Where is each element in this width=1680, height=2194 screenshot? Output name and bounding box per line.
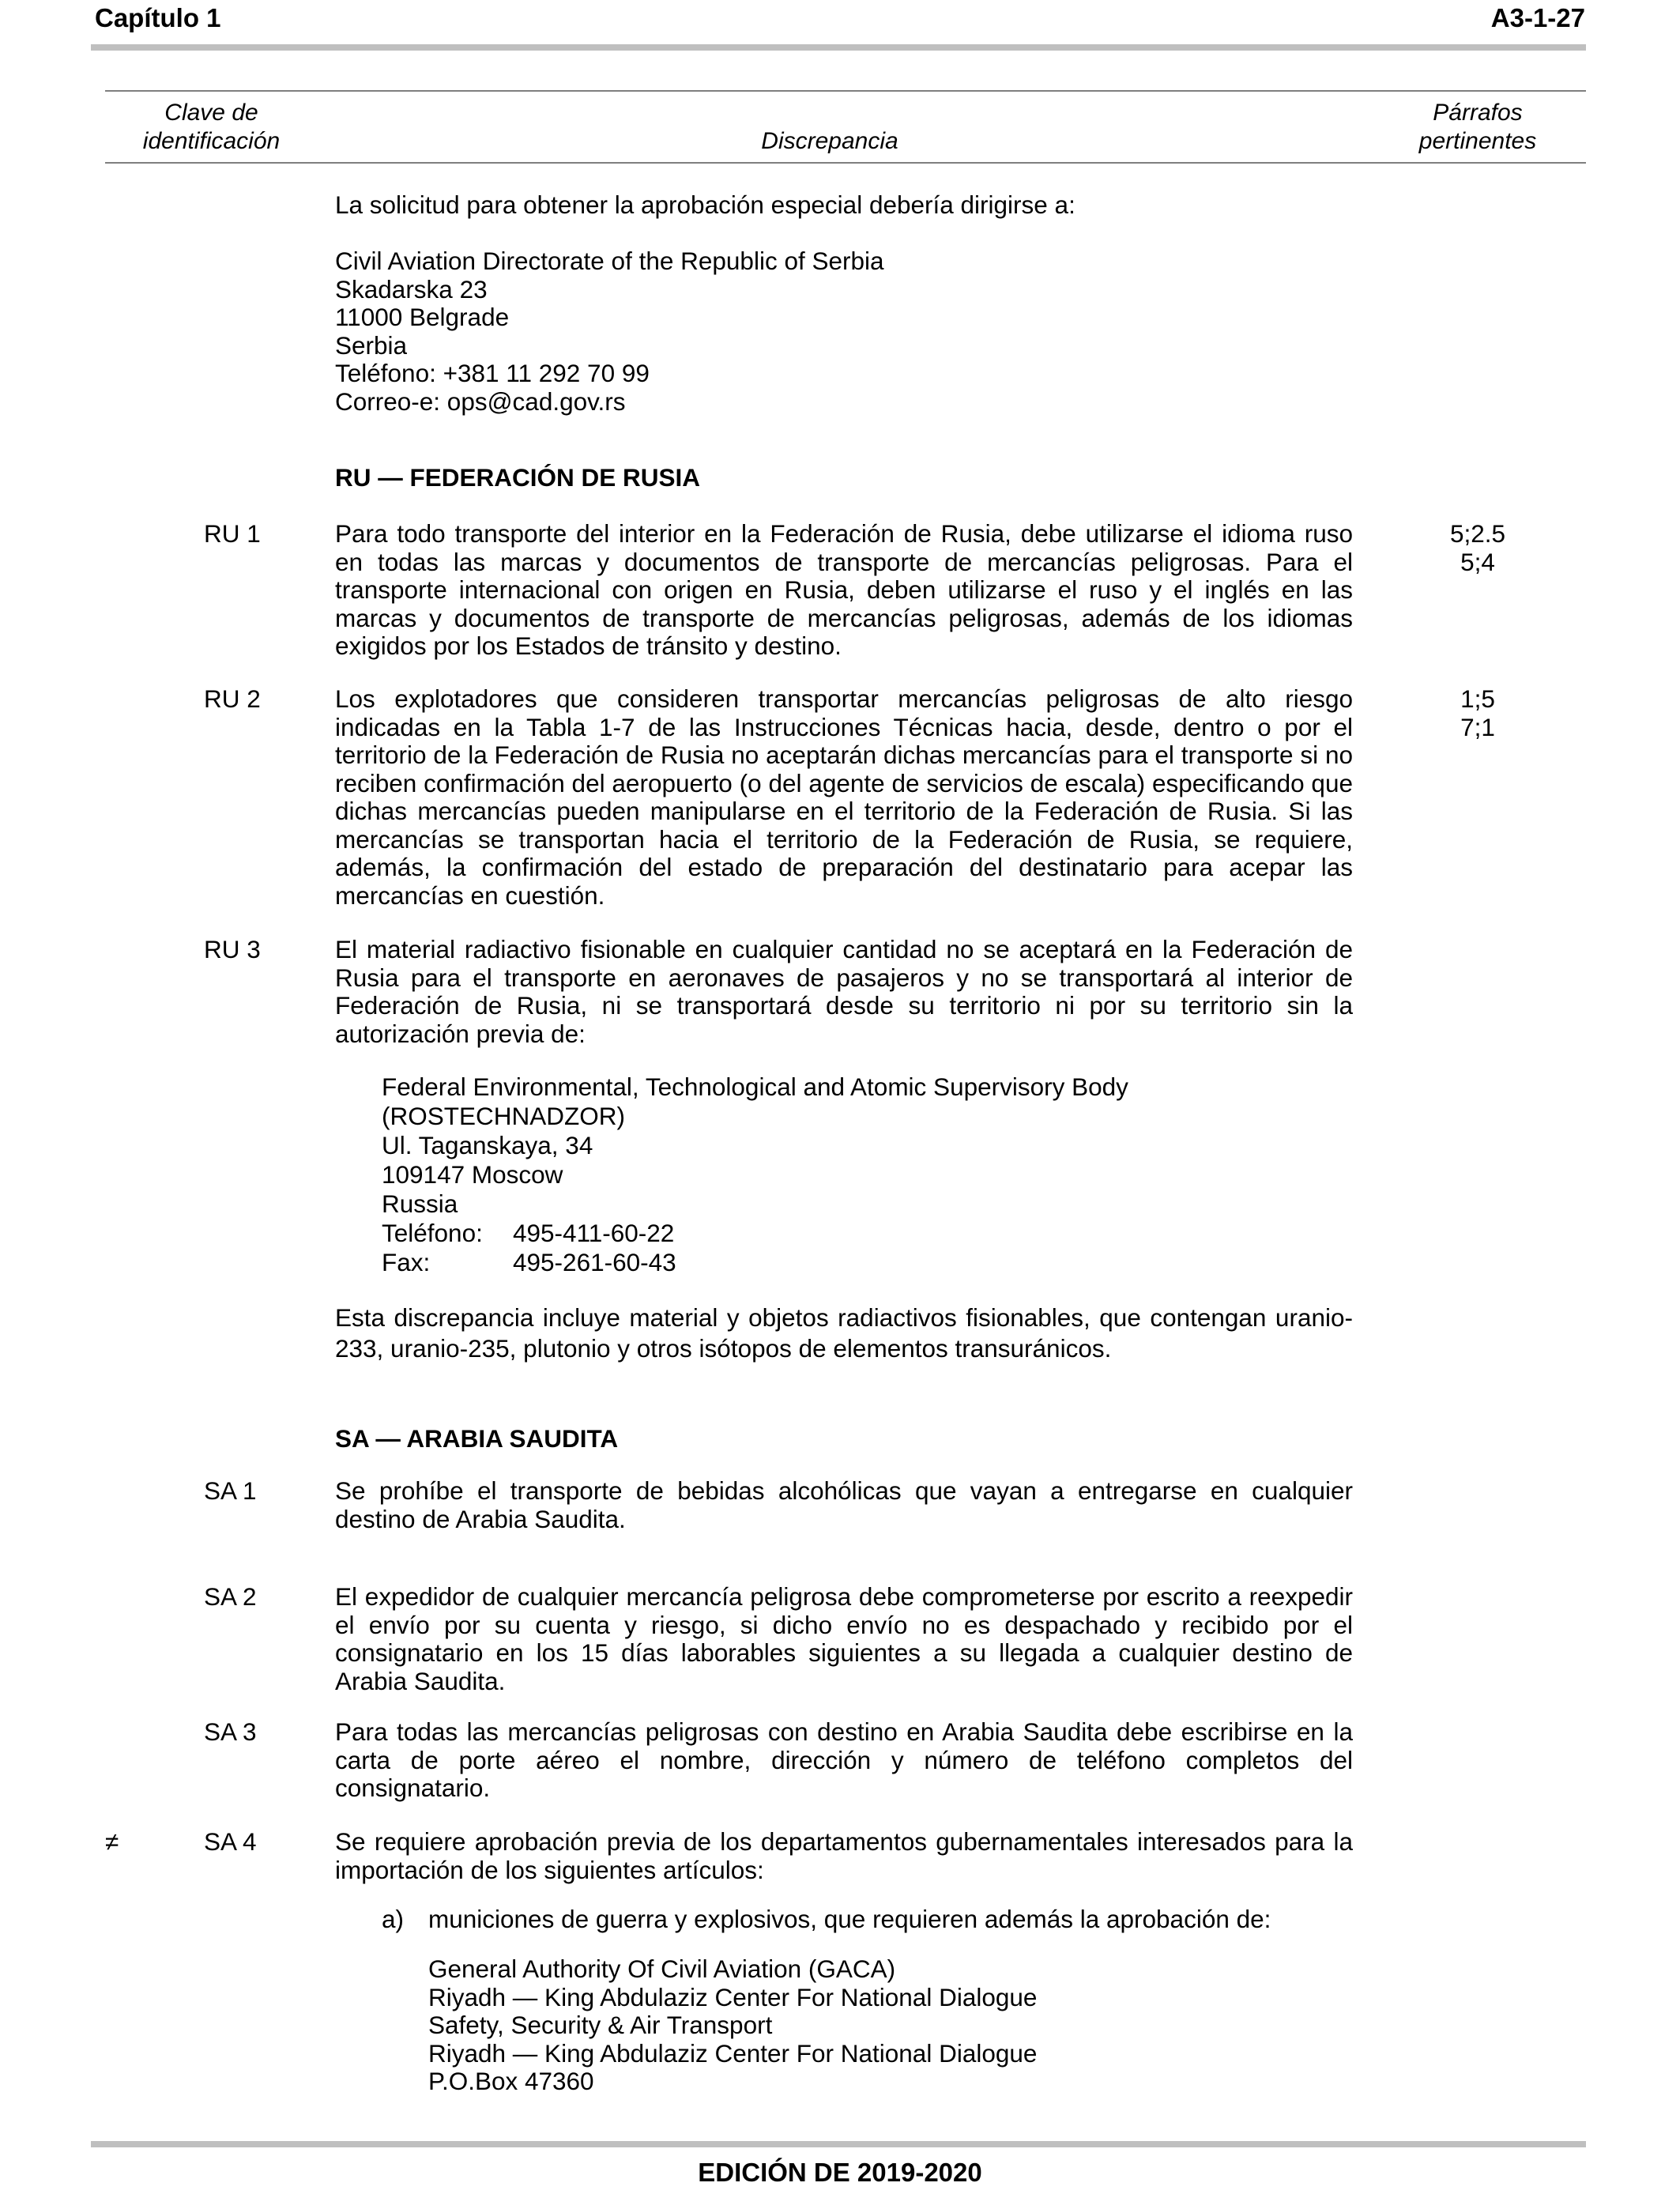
col-key-heading-line1: Clave de — [164, 100, 258, 126]
text-sa2: El expedidor de cualquier mercancía peligrosa debe comprometerse por escrito a reexpedir el envío por su cuenta y riesgo, si dicho envío no es despachado y recibido por el consignatario en los 15 días laborables siguientes a su llegada a cualquier destino de Arabia Saudita. — [335, 1582, 1353, 1695]
key-sa3: SA 3 — [204, 1717, 257, 1746]
edition-label: EDICIÓN DE 2019-2020 — [698, 2158, 982, 2187]
col-paras-heading — [1399, 99, 1557, 156]
key-ru1: RU 1 — [204, 519, 261, 548]
address-line: P.O.Box 47360 — [428, 2067, 594, 2095]
text-ru3-note: Esta discrepancia incluye material y objetos radiactivos fisionables, que contengan uranio-233, uranio-235, plutonio y otros isótopos de elementos transuránicos. — [335, 1303, 1353, 1363]
address-line: Safety, Security & Air Transport — [428, 2011, 773, 2039]
address-line: Skadarska 23 — [335, 274, 488, 303]
text-ru3: El material radiactivo fisionable en cualquier cantidad no se aceptará en la Federación de Rusia para el transporte en aeronaves de pasajeros y no se transportará al interior de Federación de Rusia, ni se transportará desde su territorio ni por su territorio sin la autorización previa de: — [335, 935, 1353, 1048]
text-ru1: Para todo transporte del interior en la Federación de Rusia, debe utilizarse el idioma ruso en todas las marcas y documentos de transporte de mercancías peligrosas. Para el transporte internacional con origen en Rusia, deben utilizarse el ruso y el inglés en las marcas y documentos de transporte de mercancías peligrosas, además de los idiomas exigidos por los Estados de tránsito y destino. — [335, 519, 1353, 660]
paras-ru1 — [1407, 520, 1549, 576]
change-marker: ≠ — [105, 1827, 119, 1856]
text-sa1: Se prohíbe el transporte de bebidas alcohólicas que vayan a entregarse en cualquier destino de Arabia Saudita. — [335, 1476, 1353, 1533]
address-line: Correo-e: ops@cad.gov.rs — [335, 386, 626, 416]
table-top-rule — [105, 90, 1586, 92]
key-sa1: SA 1 — [204, 1476, 257, 1505]
phone-line — [382, 1219, 1128, 1248]
address-line: Teléfono: +381 11 292 70 99 — [335, 359, 650, 387]
phone-value: 495-411-60-22 — [513, 1219, 675, 1247]
item-a-label: a) — [382, 1905, 405, 1933]
serbia-address — [335, 247, 884, 416]
chapter-label: Capítulo 1 — [95, 3, 221, 32]
col-key-heading — [107, 99, 316, 156]
address-line: Civil Aviation Directorate of the Republic of Serbia — [335, 247, 884, 275]
item-a-text: municiones de guerra y explosivos, que requieren además la aprobación de: — [428, 1905, 1271, 1933]
text-sa3: Para todas las mercancías peligrosas con destino en Arabia Saudita debe escribirse en la carta de porte aéreo el nombre, dirección y número de teléfono completos del consignatario. — [335, 1717, 1353, 1802]
text-sa4: Se requiere aprobación previa de los departamentos gubernamentales interesados para la importación de los siguientes artículos: — [335, 1827, 1353, 1884]
para-ref: 5;2.5 — [1449, 519, 1506, 548]
address-line: Russia — [382, 1189, 458, 1218]
footer-rule — [91, 2141, 1586, 2147]
key-ru2: RU 2 — [204, 684, 261, 713]
key-sa4: SA 4 — [204, 1827, 257, 1856]
text-ru2: Los explotadores que consideren transportar mercancías peligrosas de alto riesgo indicadas en la Tabla 1-7 de las Instrucciones Técnicas hacia, desde, dentro o por el territorio de la Federación de Rusia no aceptarán dichas mercancías para el transporte si no reciben confirmación del aeropuerto (o del agente de servicios de escala) especificando que dichas mercancías pueden manipularse en el territorio de la Federación de Rusia. Si las mercancías se transportan hacia el territorio de la Federación de Rusia, se requiere, además, la confirmación del estado de preparación del destinatario para acepar las mercancías en cuestión. — [335, 684, 1353, 910]
address-line: Ul. Taganskaya, 34 — [382, 1131, 593, 1159]
section-heading-saudi: SA — ARABIA SAUDITA — [335, 1424, 619, 1453]
gaca-address — [428, 1955, 1037, 2096]
rostechnadzor-address — [382, 1072, 1128, 1277]
fax-label: Fax: — [382, 1248, 431, 1276]
address-line: 11000 Belgrade — [335, 303, 510, 331]
address-line: Riyadh — King Abdulaziz Center For National Dialogue — [428, 1982, 1038, 2011]
para-ref: 5;4 — [1460, 547, 1495, 576]
col-paras-heading-line2: pertinentes — [1418, 128, 1537, 154]
paras-ru2 — [1407, 685, 1549, 741]
intro-request: La solicitud para obtener la aprobación especial debería dirigirse a: — [335, 190, 1075, 219]
fax-line — [382, 1248, 1128, 1277]
phone-label: Teléfono: — [382, 1219, 483, 1247]
table-header-rule — [105, 162, 1586, 164]
para-ref: 7;1 — [1460, 712, 1495, 741]
key-ru3: RU 3 — [204, 935, 261, 963]
para-ref: 1;5 — [1460, 684, 1495, 713]
col-discrepancy-heading: Discrepancia — [761, 128, 898, 154]
key-sa2: SA 2 — [204, 1582, 257, 1611]
header-rule — [91, 44, 1586, 51]
address-line: Serbia — [335, 330, 408, 360]
address-line: Federal Environmental, Technological and Atomic Supervisory Body — [382, 1072, 1128, 1101]
page-number: A3-1-27 — [1490, 3, 1585, 32]
col-key-heading-line2: identificación — [142, 128, 281, 154]
section-heading-russia: RU — FEDERACIÓN DE RUSIA — [335, 463, 701, 492]
address-line: (ROSTECHNADZOR) — [382, 1102, 625, 1130]
col-paras-heading-line1: Párrafos — [1433, 100, 1523, 126]
address-line: General Authority Of Civil Aviation (GACA) — [428, 1955, 896, 1983]
address-line: 109147 Moscow — [382, 1160, 563, 1189]
address-line: Riyadh — King Abdulaziz Center For National Dialogue — [428, 2038, 1038, 2068]
fax-value: 495-261-60-43 — [513, 1248, 676, 1276]
